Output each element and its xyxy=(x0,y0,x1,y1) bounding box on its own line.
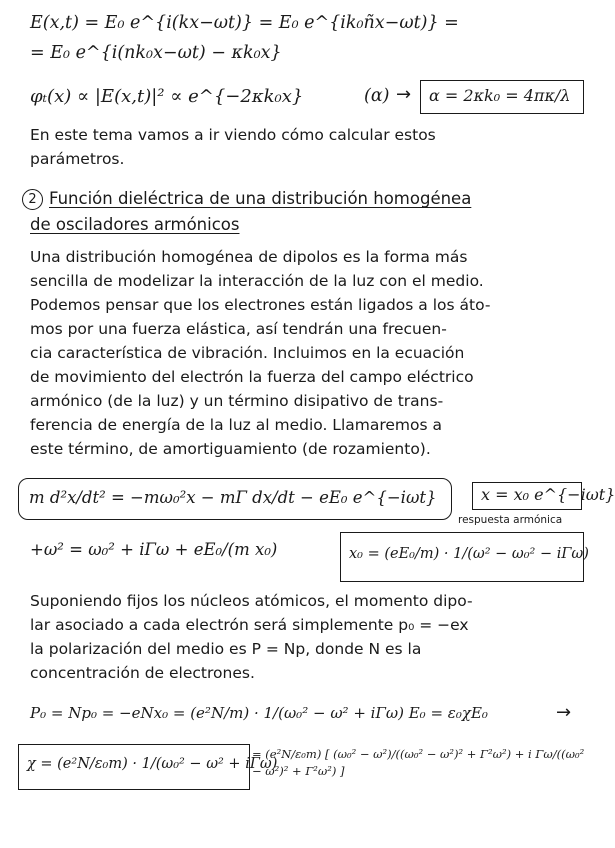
intensity-equation: φₜ(x) ∝ |E(x,t)|² ∝ e^{−2κk₀x} xyxy=(30,86,304,107)
solution-note: respuesta armónica xyxy=(458,514,563,526)
solution-equation: x = x₀ e^{−iωt} xyxy=(481,485,615,504)
motion-equation: m d²x/dt² = −mω₀²x − mΓ dx/dt − eE₀ e^{−iωt} xyxy=(29,488,437,507)
chi-box xyxy=(18,744,278,790)
alpha-definition: α = 2κk₀ = 4πκ/λ xyxy=(429,86,571,105)
e-field-equation: E(x,t) = E₀ e^{i(kx−ωt)} = E₀ e^{ik₀ñx−ωt)} = xyxy=(30,13,459,33)
arrow-icon-2: → xyxy=(556,702,572,723)
para1-line-4: mos por una fuerza elástica, así tendrán una frecuen- xyxy=(30,320,447,338)
x0-box xyxy=(340,532,589,582)
section-number: 2 xyxy=(22,189,43,210)
para1-line-3: Podemos pensar que los electrones están ligados a los áto- xyxy=(30,296,491,314)
intensity-label: (α) xyxy=(364,86,390,106)
para1-line-6: de movimiento del electrón la fuerza del campo eléctrico xyxy=(30,368,474,386)
para2-line-2: lar asociado a cada electrón será simplemente p₀ = −ex xyxy=(30,616,469,634)
section-title-1: Función dieléctrica de una distribución homogénea xyxy=(49,189,472,208)
section-title-2: de osciladores armónicos xyxy=(30,215,240,234)
solution-box xyxy=(472,482,615,510)
para2-line-3: la polarización del medio es P = Np, donde N es la xyxy=(30,640,422,658)
intro-line-1: En este tema vamos a ir viendo cómo calcular estos xyxy=(30,126,436,144)
para1-line-1: Una distribución homogénea de dipolos es la forma más xyxy=(30,248,468,266)
polarization-equation: P₀ = Np₀ = −eNx₀ = (e²N/m) · 1/(ω₀² − ω² + iΓω) E₀ = ε₀χE₀ xyxy=(30,704,488,722)
para1-line-7: armónico (de la luz) y un término disipativo de trans- xyxy=(30,392,444,410)
para2-line-4: concentración de electrones. xyxy=(30,664,255,682)
para1-line-9: este término, de amortiguamiento (de rozamiento). xyxy=(30,440,431,458)
arrow-icon: → xyxy=(396,84,412,105)
e-field-expanded: = E₀ e^{i(nk₀x−ωt) − κk₀x} xyxy=(30,43,282,63)
x0-equation: x₀ = (eE₀/m) · 1/(ω² − ω₀² − iΓω) xyxy=(349,546,589,562)
chi-equation: χ = (e²N/ε₀m) · 1/(ω₀² − ω² + iΓω) xyxy=(27,756,278,772)
para1-line-2: sencilla de modelizar la interacción de la luz con el medio. xyxy=(30,272,484,290)
para1-line-5: cia característica de vibración. Incluimos en la ecuación xyxy=(30,344,465,362)
substitution-equation: +ω² = ω₀² + iΓω + eE₀/(m x₀) xyxy=(30,540,278,559)
intro-line-2: parámetros. xyxy=(30,150,125,168)
alpha-box xyxy=(420,80,584,114)
section-heading xyxy=(22,186,471,211)
para2-line-1: Suponiendo fijos los núcleos atómicos, el momento dipo- xyxy=(30,592,473,610)
para1-line-8: ferencia de energía de la luz al medio. Llamaremos a xyxy=(30,416,442,434)
chi-expanded: = (e²N/ε₀m) [ (ω₀² − ω²)/((ω₀² − ω²)² + Γ²ω²) + i Γω/((ω₀² − ω²)² + Γ²ω²) ] xyxy=(252,747,585,778)
motion-equation-box xyxy=(18,478,452,520)
